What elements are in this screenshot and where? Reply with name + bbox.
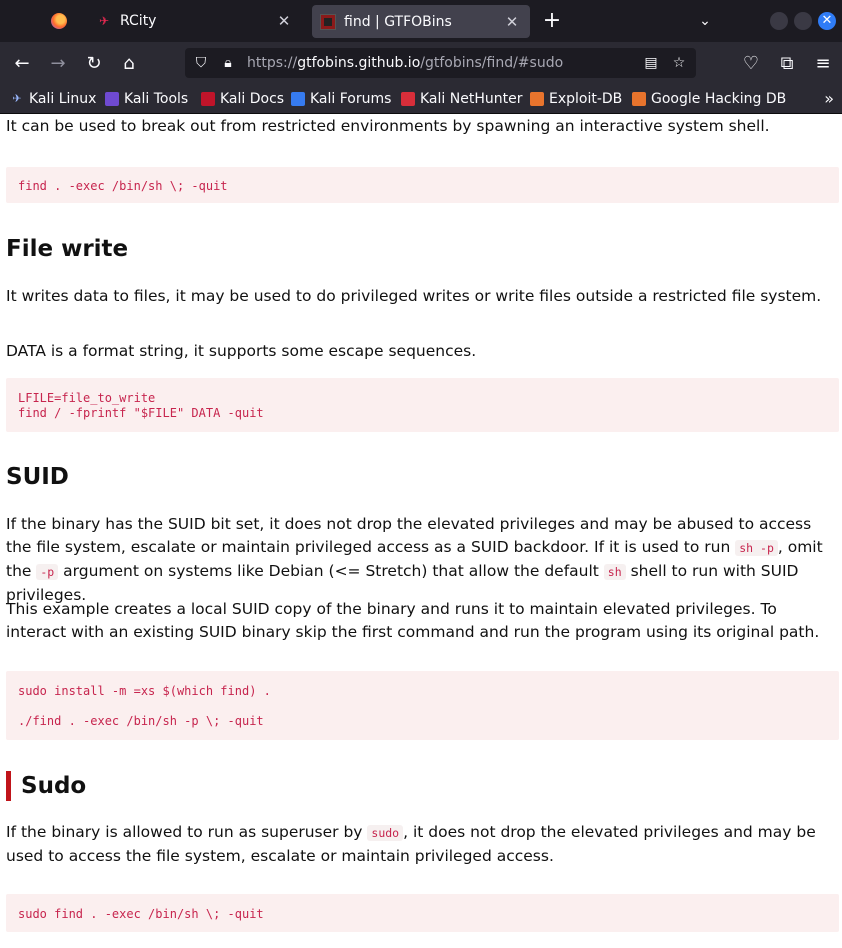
url-text[interactable] bbox=[247, 48, 563, 78]
ghdb-icon bbox=[632, 92, 646, 106]
new-tab-button[interactable]: + bbox=[542, 8, 562, 33]
suid-text-c: argument on systems like Debian (<= Stretch) that allow the default bbox=[58, 562, 604, 580]
suid-code-block[interactable] bbox=[6, 671, 839, 740]
inline-code-sh: sh bbox=[604, 564, 626, 580]
tab-title: find | GTFOBins bbox=[344, 13, 452, 30]
shell-description: It can be used to break out from restricted environments by spawning an interactive system shell. bbox=[6, 117, 770, 135]
inline-code-sh-p: sh -p bbox=[735, 540, 778, 556]
forward-button[interactable]: → bbox=[50, 53, 66, 74]
kali-forums-icon bbox=[291, 92, 305, 106]
close-tab-icon[interactable]: ✕ bbox=[505, 12, 519, 31]
bookmark-kali-nethunter[interactable] bbox=[401, 84, 522, 113]
code-line: find / -fprintf "$FILE" DATA -quit bbox=[18, 406, 264, 420]
kali-dragon-icon: ✈ bbox=[12, 91, 22, 105]
bookmark-label: Google Hacking DB bbox=[651, 90, 787, 107]
bookmark-kali-linux[interactable] bbox=[10, 84, 96, 113]
bookmark-kali-tools[interactable] bbox=[105, 84, 188, 113]
code-line: ./find . -exec /bin/sh -p \; -quit bbox=[18, 714, 264, 728]
file-write-description: It writes data to files, it may be used to do privileged writes or write files outside a restricted file system. bbox=[6, 287, 822, 305]
lock-icon[interactable]: 🔒︎ bbox=[224, 55, 232, 71]
sudo-heading: Sudo bbox=[6, 771, 86, 801]
minimize-window-button[interactable] bbox=[770, 12, 788, 30]
sudo-code-block[interactable] bbox=[6, 894, 839, 932]
url-host: gtfobins.github.io bbox=[297, 55, 421, 71]
kali-docs-icon bbox=[201, 92, 215, 106]
firefox-logo-icon bbox=[51, 13, 67, 29]
gtfobins-favicon-icon bbox=[320, 14, 336, 30]
firefox-menu-icon[interactable] bbox=[38, 0, 80, 42]
file-write-format-note: DATA is a format string, it supports some escape sequences. bbox=[6, 342, 477, 360]
file-write-heading: File write bbox=[6, 236, 129, 262]
inline-code-sudo: sudo bbox=[367, 825, 403, 841]
suid-text-b: , omit the bbox=[6, 538, 823, 580]
tab-gtfobins[interactable] bbox=[312, 5, 530, 38]
extensions-icon[interactable]: ⧉ bbox=[780, 53, 794, 74]
code-line: sudo find . -exec /bin/sh \; -quit bbox=[18, 907, 264, 921]
reader-view-icon[interactable]: ▤ bbox=[644, 55, 658, 71]
suid-text-d: shell to run with SUID privileges. bbox=[6, 562, 799, 604]
tracking-shield-icon[interactable]: ⛉ bbox=[195, 55, 207, 71]
bookmark-label: Kali NetHunter bbox=[420, 90, 523, 107]
shell-code-block[interactable] bbox=[6, 167, 839, 203]
tab-bar bbox=[0, 0, 842, 42]
tab-rcity[interactable] bbox=[82, 0, 302, 42]
tab-title: RCity bbox=[120, 13, 157, 29]
close-window-button[interactable]: ✕ bbox=[818, 12, 836, 30]
kali-favicon-icon: ✈ bbox=[98, 14, 110, 28]
close-tab-icon[interactable]: ✕ bbox=[277, 12, 291, 30]
url-path: /gtfobins/find/#sudo bbox=[420, 55, 564, 71]
bookmark-label: Kali Docs bbox=[220, 90, 285, 107]
list-all-tabs-chevron-icon[interactable]: ⌄ bbox=[699, 13, 711, 29]
kali-tools-icon bbox=[105, 92, 119, 106]
suid-example-description: This example creates a local SUID copy of the binary and runs it to maintain elevated privileges. To interact with an existing SUID binary skip the first command and run the program using its original path. bbox=[6, 600, 820, 641]
app-menu-icon[interactable]: ≡ bbox=[815, 53, 831, 74]
code-line: sudo install -m =xs $(which find) . bbox=[18, 684, 271, 698]
bookmark-label: Kali Forums bbox=[310, 90, 392, 107]
maximize-window-button[interactable] bbox=[794, 12, 812, 30]
bookmarks-toolbar bbox=[0, 84, 842, 114]
back-button[interactable]: ← bbox=[14, 53, 30, 74]
bookmark-google-hacking-db[interactable] bbox=[632, 84, 786, 113]
bookmark-label: Kali Tools bbox=[124, 90, 189, 107]
bookmark-label: Kali Linux bbox=[29, 90, 97, 107]
nethunter-icon bbox=[401, 92, 415, 106]
bookmark-star-icon[interactable]: ☆ bbox=[672, 55, 686, 71]
bookmark-label: Exploit-DB bbox=[549, 90, 623, 107]
suid-heading: SUID bbox=[6, 464, 69, 490]
sudo-text-a: If the binary is allowed to run as superuser by bbox=[6, 823, 368, 841]
exploit-db-icon bbox=[530, 92, 544, 106]
file-write-code-block[interactable] bbox=[6, 378, 839, 432]
suid-text-a: If the binary has the SUID bit set, it does not drop the elevated privileges and may be abused to access the file system, escalate or maintain privileged access as a SUID backdoor. If it is used to run bbox=[6, 515, 812, 556]
reload-button[interactable]: ↻ bbox=[86, 53, 102, 74]
more-bookmarks-chevron-icon[interactable]: » bbox=[824, 89, 834, 108]
bookmark-exploit-db[interactable] bbox=[530, 84, 622, 113]
page-content bbox=[0, 114, 842, 948]
home-button[interactable]: ⌂ bbox=[123, 53, 135, 74]
url-bar[interactable] bbox=[185, 48, 696, 78]
sudo-text-b: , it does not drop the elevated privileges and may be used to access the file system, escalate or maintain privileged access. bbox=[6, 823, 816, 865]
code-line: find . -exec /bin/sh \; -quit bbox=[18, 179, 228, 193]
bookmark-kali-docs[interactable] bbox=[201, 84, 284, 113]
bookmark-kali-forums[interactable] bbox=[291, 84, 391, 113]
pocket-icon[interactable]: ♡ bbox=[742, 53, 760, 74]
code-line: LFILE=file_to_write bbox=[18, 391, 156, 405]
inline-code-p: -p bbox=[36, 564, 58, 580]
url-scheme: https:// bbox=[247, 55, 298, 71]
sudo-description bbox=[6, 821, 836, 868]
suid-description bbox=[6, 513, 836, 607]
